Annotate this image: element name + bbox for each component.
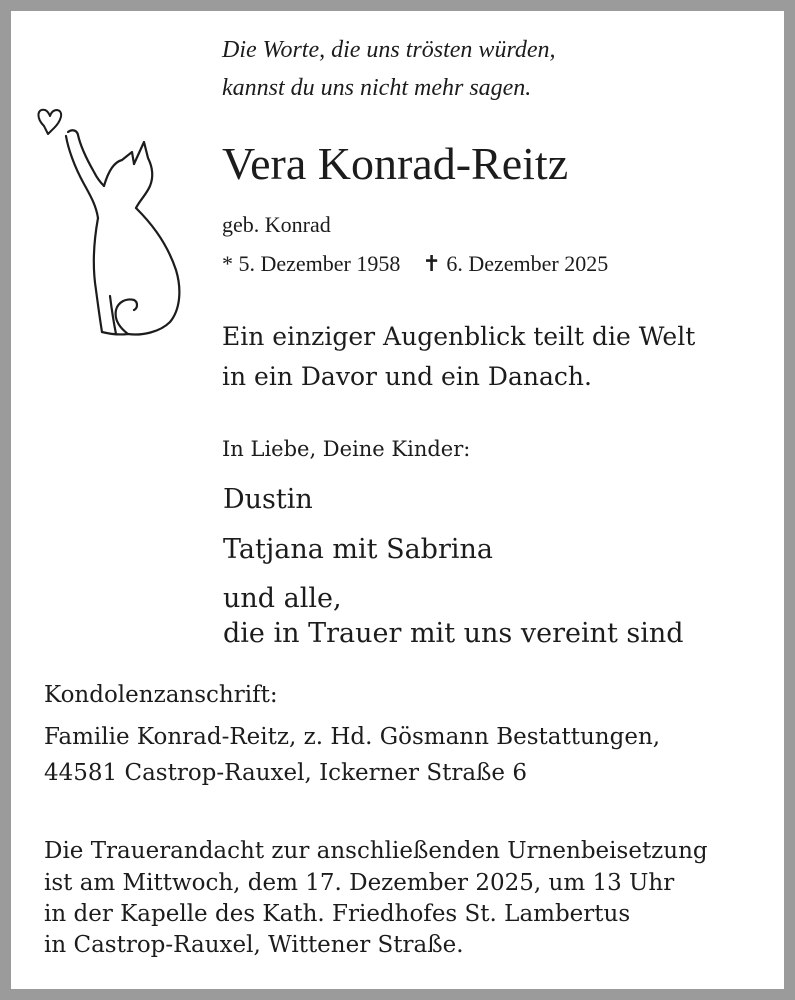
service-line-3: in der Kapelle des Kath. Friedhofes St. Lambertus [44, 901, 631, 927]
service-line-1: Die Trauerandacht zur anschließenden Urnenbeisetzung [44, 838, 708, 864]
service-line-2: ist am Mittwoch, dem 17. Dezember 2025, um 13 Uhr [44, 870, 675, 896]
verse-line-2: in ein Davor und ein Danach. [222, 362, 592, 391]
service-line-4: in Castrop-Rauxel, Wittener Straße. [44, 932, 464, 958]
quote-line-1: Die Worte, die uns trösten würden, [222, 37, 556, 63]
mourner-line-4: die in Trauer mit uns vereint sind [223, 618, 684, 649]
mourner-line-3: und alle, [223, 583, 342, 614]
deceased-name: Vera Konrad-Reitz [222, 138, 569, 189]
condolence-heading: Kondolenzanschrift: [44, 682, 278, 708]
maiden-name: geb. Konrad [222, 212, 331, 237]
cat-with-heart-icon [28, 100, 198, 340]
mourners-intro: In Liebe, Deine Kinder: [222, 437, 471, 461]
life-dates [222, 253, 608, 275]
mourner-name-2: Tatjana mit Sabrina [223, 534, 493, 565]
birth-date: * 5. Dezember 1958 [222, 251, 401, 276]
mourner-name-1: Dustin [223, 484, 313, 515]
condolence-line-1: Familie Konrad-Reitz, z. Hd. Gösmann Bestattungen, [44, 724, 661, 750]
quote-line-2: kannst du uns nicht mehr sagen. [222, 75, 532, 101]
condolence-line-2: 44581 Castrop-Rauxel, Ickerner Straße 6 [44, 760, 527, 786]
verse-line-1: Ein einziger Augenblick teilt die Welt [222, 322, 696, 351]
death-date: ✝ 6. Dezember 2025 [422, 251, 609, 276]
